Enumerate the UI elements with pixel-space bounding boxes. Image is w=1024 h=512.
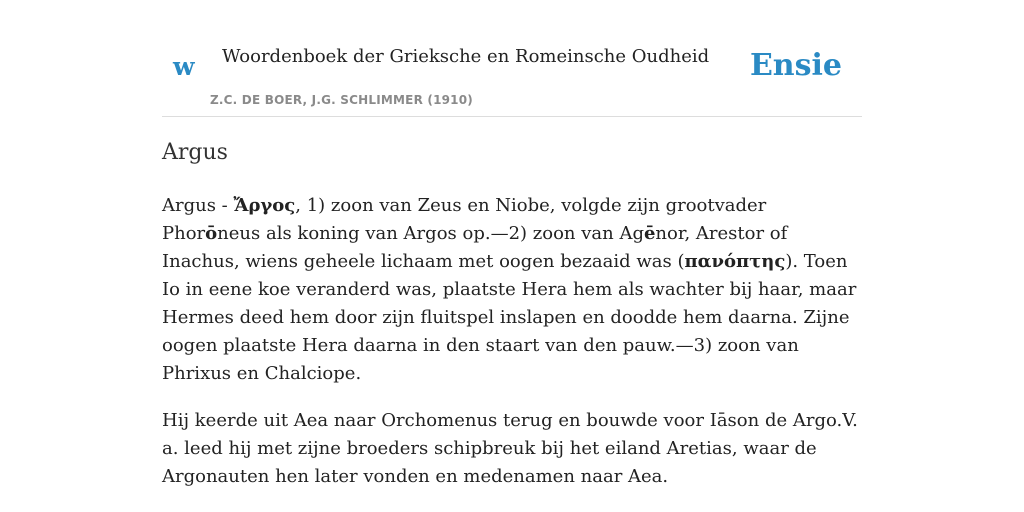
dictionary-logo[interactable]: w [173, 52, 195, 81]
text-segment: neus als koning van Argos op.—2) zoon van Ag [217, 223, 644, 244]
entry-body [162, 192, 867, 510]
macron-letter: ē [643, 223, 656, 244]
macron-letter: ō [205, 223, 218, 244]
entry-title: Argus [162, 140, 228, 165]
greek-term: πανόπτης [684, 251, 786, 272]
ensie-logo[interactable]: Ensie [749, 48, 842, 83]
dictionary-title[interactable]: Woordenboek der Grieksche en Romeinsche Oudheid [222, 46, 710, 67]
entry-paragraph-1 [162, 192, 867, 388]
text-segment: ). Toen Io in eene koe veranderd was, plaatste Hera hem als wachter bij haar, maar Hermes deed hem door zijn fluitspel inslapen en doodde hem daarna. Zijne oogen plaatste Hera daarna in den staart van den pauw.—3) zoon van Phrixus en Chalciope. [162, 251, 857, 384]
text-segment: , 1) zoon van Zeus en Niobe, volgde zijn grootvader Phor [162, 195, 767, 244]
entry-paragraph-2: Hij keerde uit Aea naar Orchomenus terug en bouwde voor Iāson de Argo.V. a. leed hij met zijne broeders schipbreuk bij het eiland Aretias, waar de Argonauten hen later vonden en medenamen naar Aea. [162, 410, 858, 487]
greek-term: Ἄργος [233, 195, 296, 216]
text-segment: Argus - [162, 195, 234, 216]
dictionary-authors: Z.C. DE BOER, J.G. SCHLIMMER (1910) [210, 93, 473, 107]
text-segment: nor, Arestor of Inachus, wiens geheele lichaam met oogen bezaaid was ( [162, 223, 788, 272]
dictionary-header [162, 30, 862, 117]
